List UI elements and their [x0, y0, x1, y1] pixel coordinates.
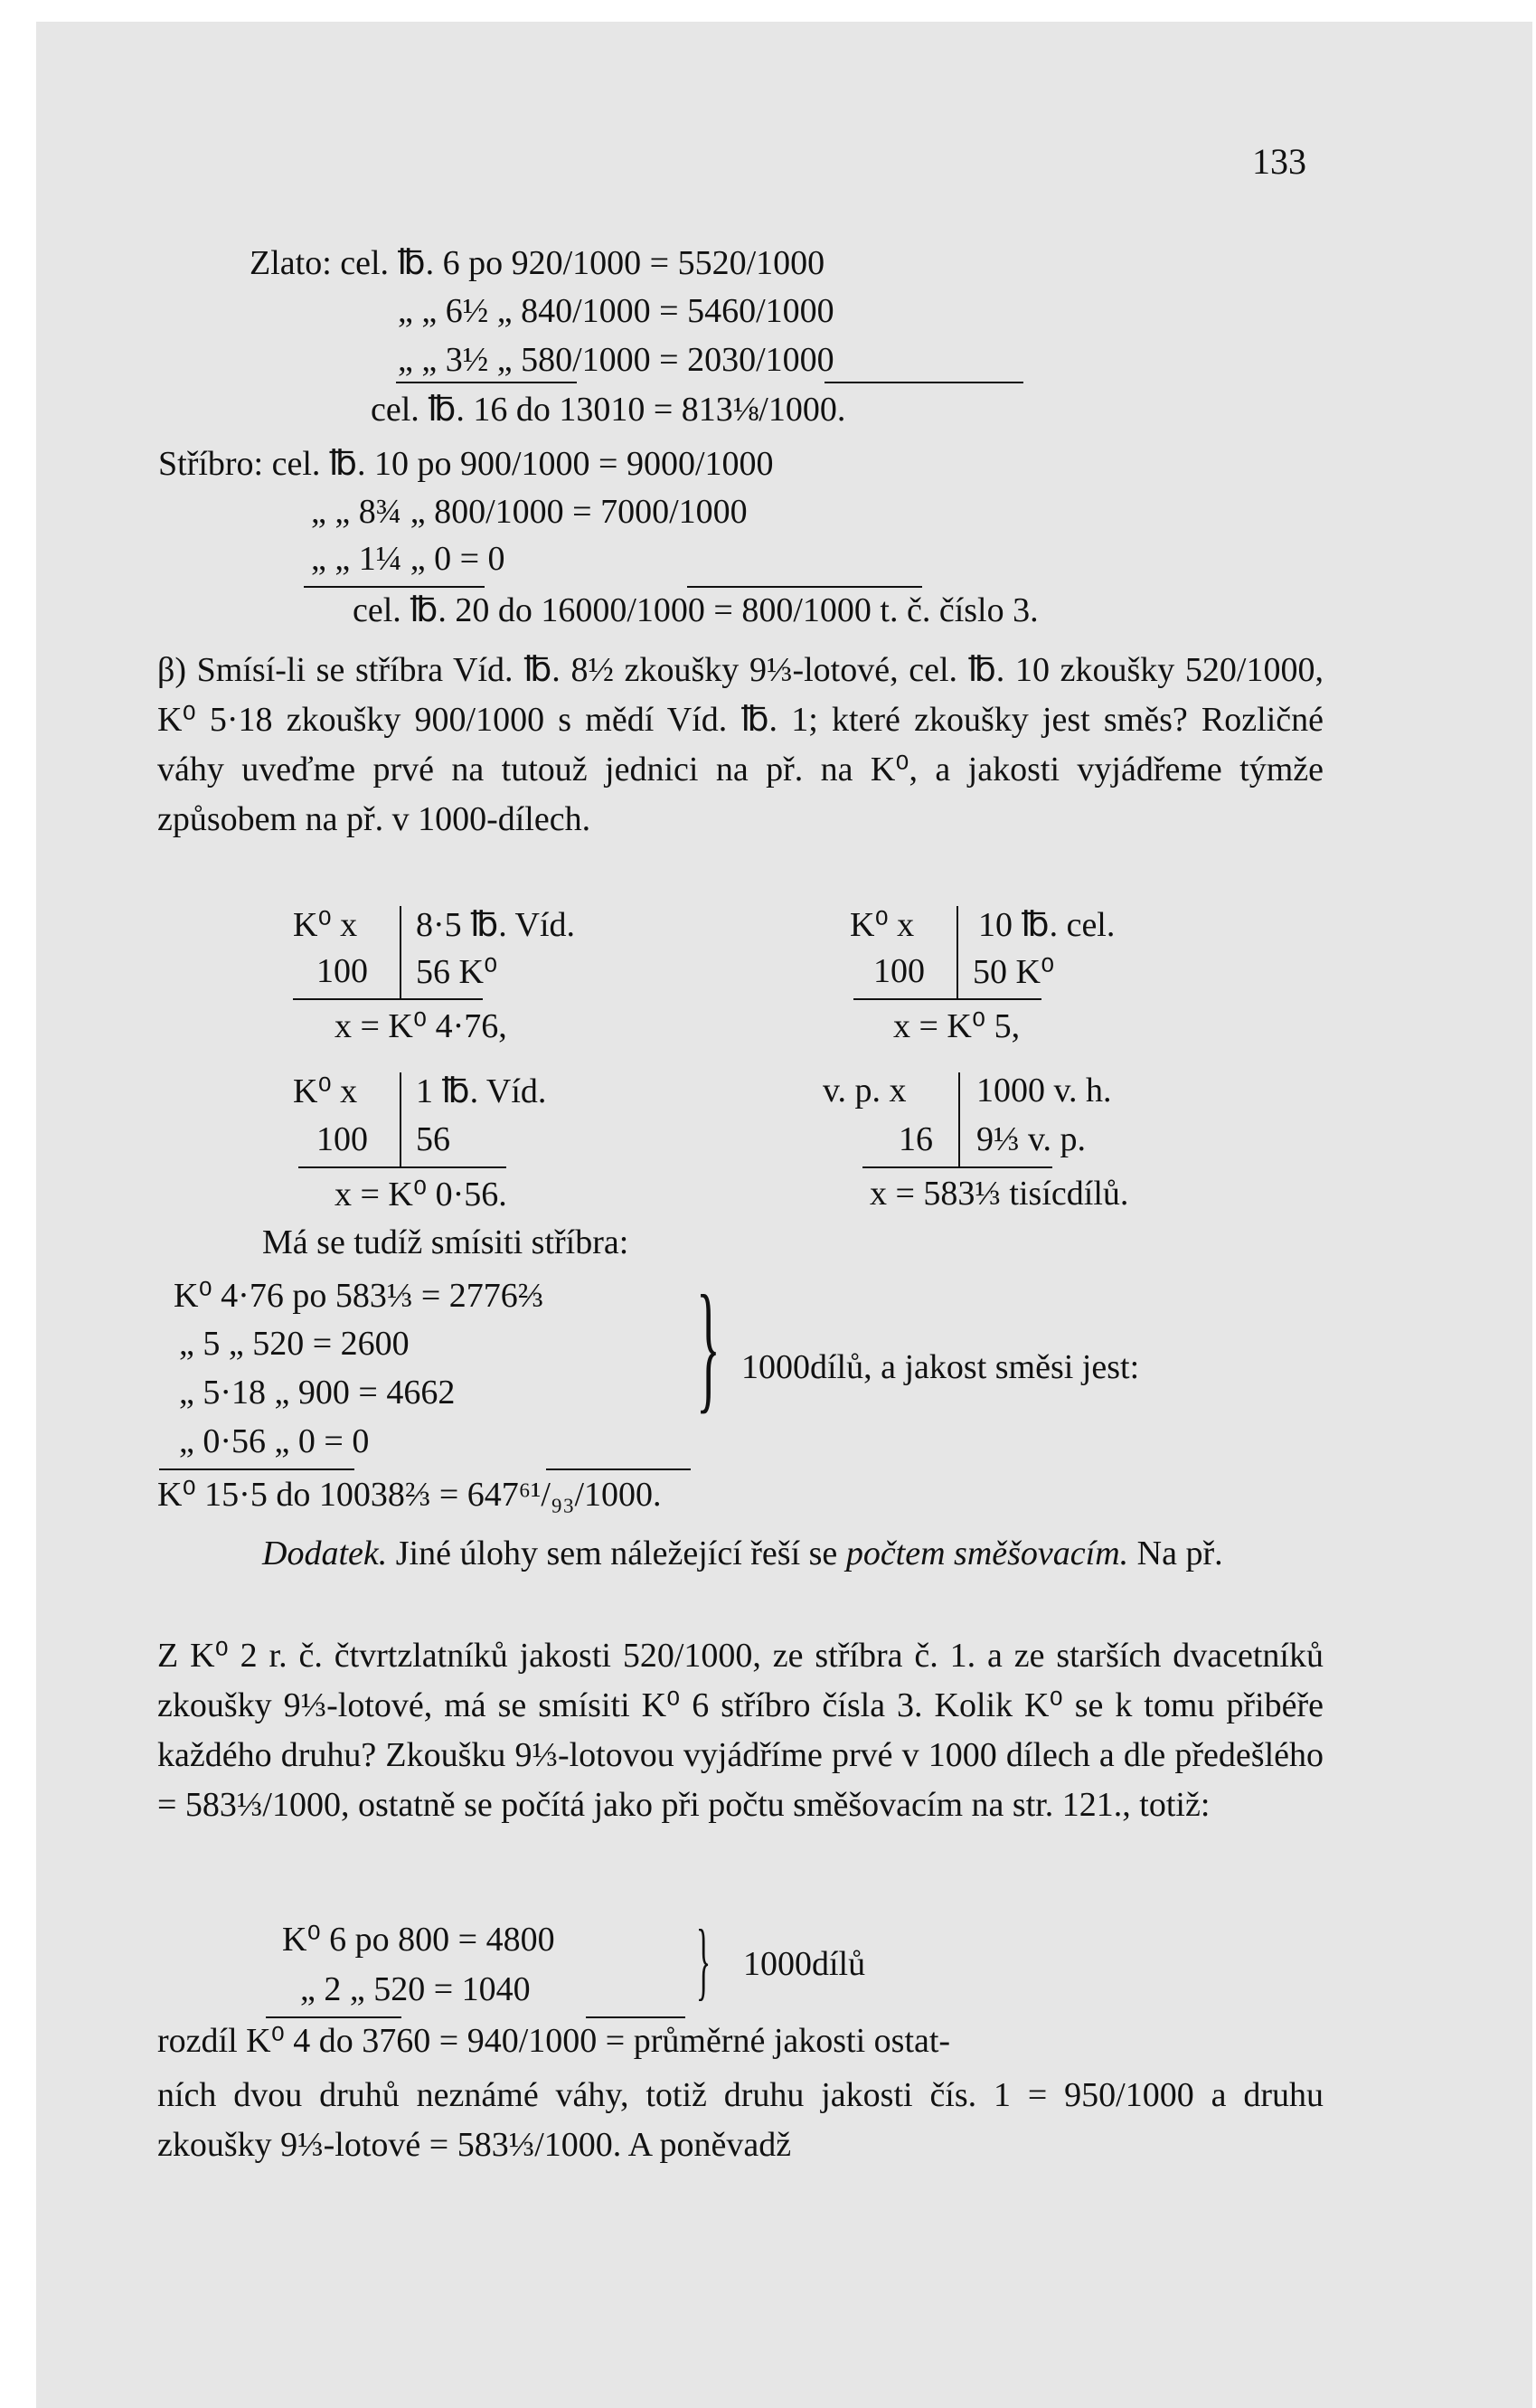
- closing-paragraph: ních dvou druhů neznámé váhy, totiž druhu jakosti čís. 1 = 950/1000 a druhu zkoušky 9⅓-lotové = 583⅓/1000. A poněvadž: [157, 2076, 1324, 2164]
- final-difference: rozdíl K⁰ 4 do 3760 = 940/1000 = průměrné jakosti ostat-: [157, 2022, 951, 2060]
- prop-right1-a2: 100: [873, 952, 925, 990]
- prop-right1-b2: 50 K⁰: [973, 953, 1055, 991]
- dodatek-heading: Dodatek.: [262, 1535, 388, 1572]
- mix-row-1: K⁰ 4·76 po 583⅓ = 2776⅔: [174, 1277, 544, 1315]
- prop-right1-a1: K⁰ x: [850, 906, 915, 944]
- prop-left1-divider: [400, 906, 401, 1000]
- prop-left2-rule: [298, 1166, 506, 1168]
- prop-left2-result: x = K⁰ 0·56.: [335, 1176, 507, 1213]
- prop-left2-a2: 100: [316, 1120, 368, 1158]
- prop-left1-b1: 8·5 ℔. Víd.: [416, 906, 576, 944]
- prop-left1-a1: K⁰ x: [293, 906, 358, 944]
- mix-total: K⁰ 15·5 do 10038⅔ = 647⁶¹/₉₃/1000.: [157, 1476, 662, 1514]
- dodatek-text-a: Jiné úlohy sem náležející řeší se: [395, 1535, 838, 1572]
- final-sum-rule-right: [586, 2016, 685, 2018]
- gold-sum-rule-right: [825, 382, 1023, 383]
- prop-right1-result: x = K⁰ 5,: [893, 1007, 1021, 1045]
- prop-right2-a2: 16: [899, 1120, 933, 1158]
- dodatek-text-b: Na př.: [1136, 1535, 1223, 1572]
- dodatek-line: [262, 1534, 1223, 1573]
- mix-row-3: „ 5·18 „ 900 = 4662: [179, 1374, 456, 1412]
- prop-right1-divider: [956, 906, 958, 1000]
- final-row-2: „ 2 „ 520 = 1040: [300, 1970, 531, 2008]
- silver-sum-rule-left: [304, 586, 485, 588]
- final-row-1: K⁰ 6 po 800 = 4800: [282, 1921, 555, 1959]
- mix-brace-note: 1000dílů, a jakost směsi jest:: [741, 1348, 1140, 1386]
- mix-sum-rule-left: [159, 1468, 354, 1470]
- example-paragraph: Z K⁰ 2 r. č. čtvrtzlatníků jakosti 520/1000, ze stříbra č. 1. a ze starších dvacetníků zkoušky 9⅓-lotové, má se smísiti K⁰ 6 stříbro čísla 3. Kolik K⁰ se k tomu přibéře každého druhu? Zkoušku 9⅓-lotovou vyjádříme prvé v 1000 dílech a dle předešlého = 583⅓/1000, ostatně se počítá jako při počtu směšovacím na str. 121., totiž:: [157, 1637, 1324, 1824]
- gold-row-2: „ „ 6½ „ 840/1000 = 5460/1000: [398, 292, 834, 330]
- dodatek-emphasis: počtem směšovacím.: [845, 1535, 1129, 1572]
- silver-row-1: Stříbro: cel. ℔. 10 po 900/1000 = 9000/1000: [158, 445, 774, 483]
- scan-margin: [0, 0, 36, 2408]
- prop-right2-rule: [862, 1166, 1052, 1168]
- gold-sum-rule-left: [396, 382, 577, 383]
- final-brace-note: 1000dílů: [743, 1945, 866, 1983]
- prop-left2-b1: 1 ℔. Víd.: [416, 1072, 547, 1110]
- prop-right2-divider: [958, 1072, 960, 1166]
- silver-sum-rule-right: [687, 586, 922, 588]
- prop-left1-b2: 56 K⁰: [416, 953, 498, 991]
- prop-right2-result: x = 583⅓ tisícdílů.: [870, 1175, 1129, 1213]
- gold-row-3: „ „ 3½ „ 580/1000 = 2030/1000: [398, 341, 834, 379]
- silver-row-2: „ „ 8¾ „ 800/1000 = 7000/1000: [311, 493, 748, 531]
- prop-right2-b1: 1000 v. h.: [976, 1072, 1112, 1110]
- gold-total: cel. ℔. 16 do 13010 = 813⅛/1000.: [371, 391, 846, 429]
- beta-paragraph: β) Smísí-li se stříbra Víd. ℔. 8½ zkoušky 9⅓-lotové, cel. ℔. 10 zkoušky 520/1000, K⁰ 5·18 zkoušky 900/1000 s mědí Víd. ℔. 1; které zkoušky jest směs? Rozličné váhy uveďme prvé na tutouž jednici na př. na K⁰, a jakosti vyjádřeme týmže způsobem na př. v 1000-dílech.: [157, 651, 1324, 838]
- mix-intro: Má se tudíž smísiti stříbra:: [262, 1223, 629, 1261]
- prop-right2-a1: v. p. x: [823, 1072, 907, 1110]
- prop-right1-rule: [853, 998, 1041, 1000]
- page-number: 133: [1252, 141, 1306, 182]
- prop-left2-b2: 56: [416, 1120, 450, 1158]
- mix-row-2: „ 5 „ 520 = 2600: [179, 1325, 410, 1363]
- prop-right1-b1: 10 ℔. cel.: [978, 906, 1116, 944]
- mix-row-4: „ 0·56 „ 0 = 0: [179, 1422, 370, 1460]
- prop-left2-a1: K⁰ x: [293, 1072, 358, 1110]
- prop-left1-result: x = K⁰ 4·76,: [335, 1007, 507, 1045]
- mix-sum-rule-right: [546, 1468, 691, 1470]
- prop-left1-rule: [293, 998, 483, 1000]
- gold-row-1: Zlato: cel. ℔. 6 po 920/1000 = 5520/1000: [250, 244, 825, 282]
- prop-right2-b2: 9⅓ v. p.: [976, 1120, 1087, 1158]
- silver-total: cel. ℔. 20 do 16000/1000 = 800/1000 t. č. číslo 3.: [353, 591, 1039, 629]
- silver-row-3: „ „ 1¼ „ 0 = 0: [311, 540, 505, 578]
- prop-left2-divider: [400, 1072, 401, 1166]
- prop-left1-a2: 100: [316, 952, 368, 990]
- final-sum-rule-left: [266, 2016, 401, 2018]
- mix-brace: }: [696, 1265, 721, 1426]
- final-brace: }: [696, 1912, 711, 2008]
